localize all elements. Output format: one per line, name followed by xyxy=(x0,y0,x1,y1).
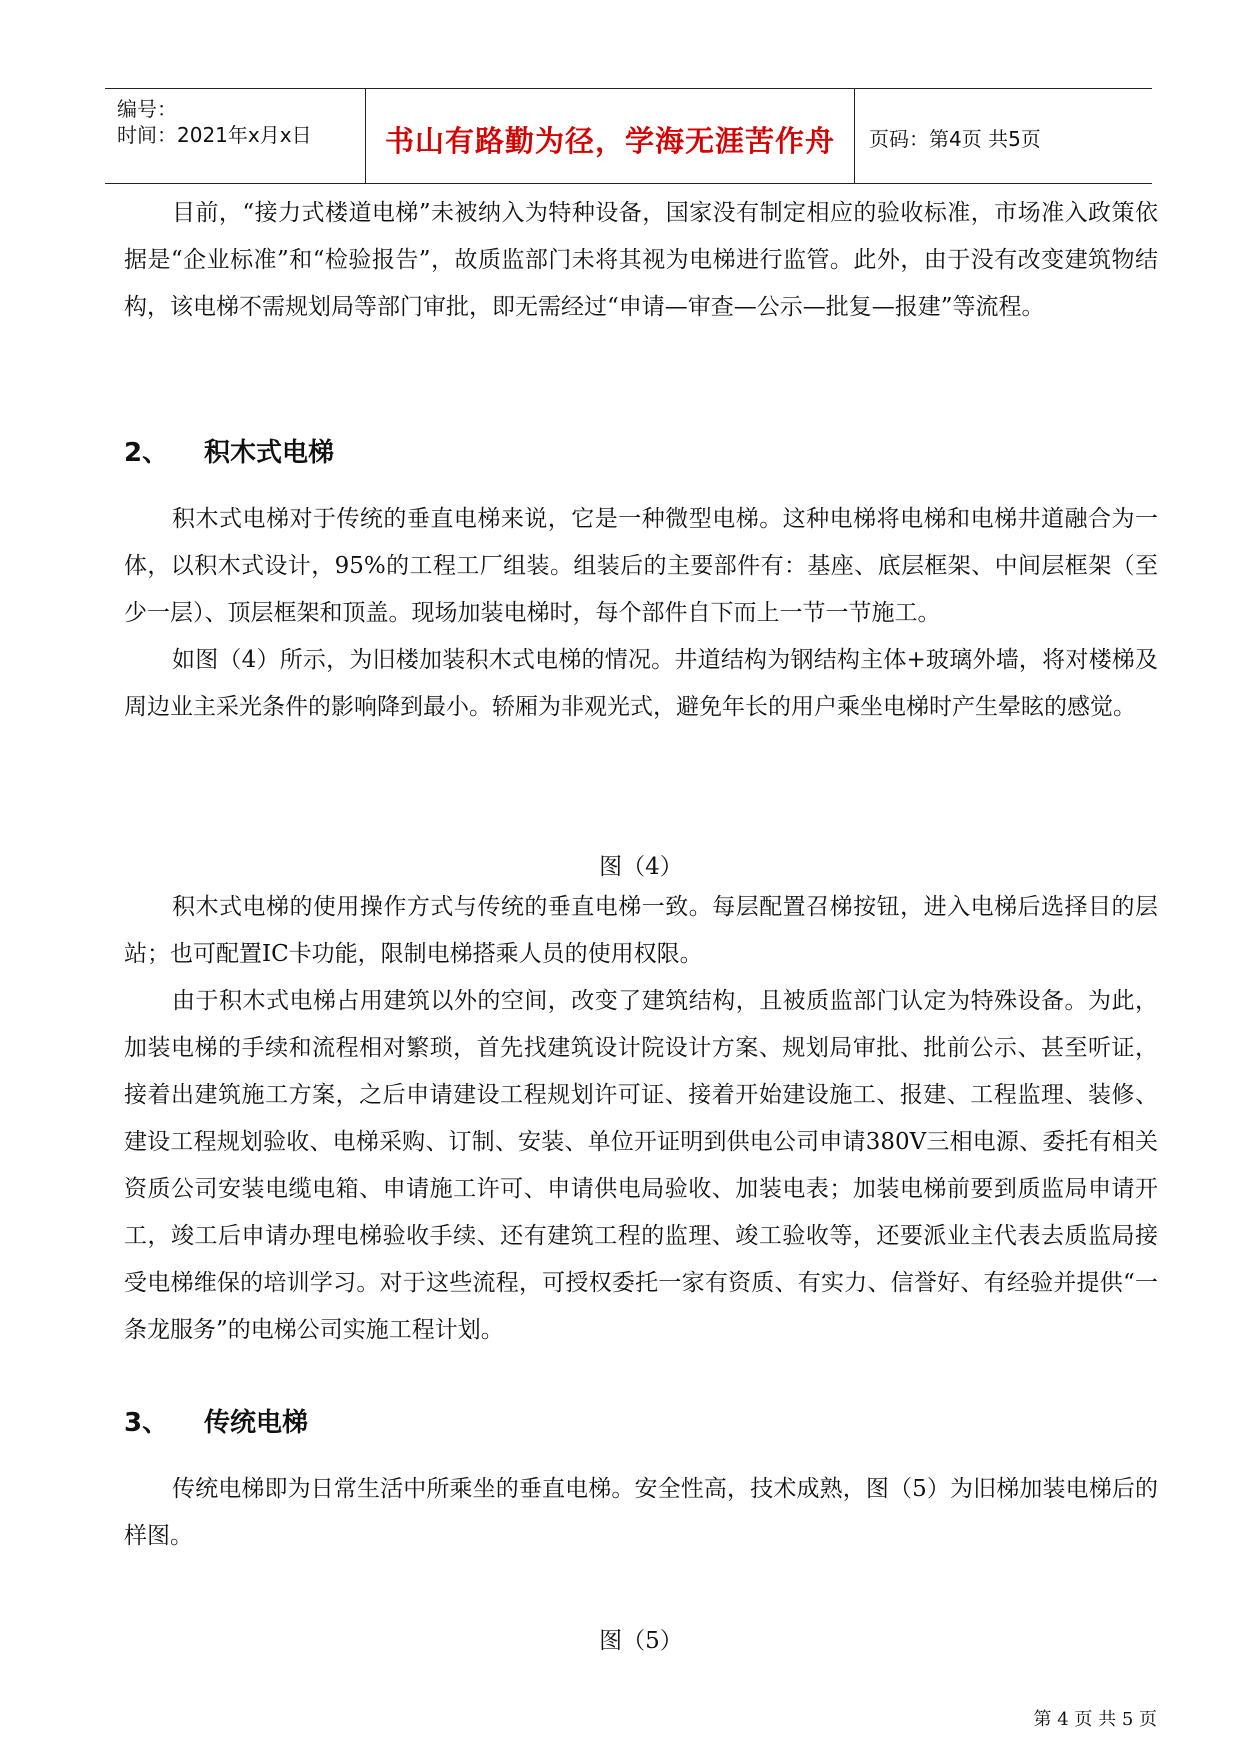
section-title: 积木式电梯 xyxy=(204,438,335,468)
paragraph-4: 积木式电梯的使用操作方式与传统的垂直电梯一致。每层配置召梯按钮，进入电梯后选择目的层站；也可配置IC卡功能，限制电梯搭乘人员的使用权限。 xyxy=(124,894,1158,967)
paragraph-6: 传统电梯即为日常生活中所乘坐的垂直电梯。安全性高，技术成熟，图（5）为旧梯加装电梯后的样图。 xyxy=(124,1476,1158,1549)
page-footer: 第 4 页 共 5 页 xyxy=(1033,1709,1157,1730)
document-time-label: 时间：2021年x月x日 xyxy=(117,123,312,147)
section-heading-2 xyxy=(124,432,334,469)
document-number-label: 编号： xyxy=(117,97,177,121)
section-title: 传统电梯 xyxy=(204,1408,309,1438)
section-number: 3、 xyxy=(124,1408,169,1438)
figure-4-caption: 图（4） xyxy=(599,854,683,880)
paragraph-2: 积木式电梯对于传统的垂直电梯来说，它是一种微型电梯。这种电梯将电梯和电梯井道融合为一体，以积木式设计，95%的工程工厂组装。组装后的主要部件有：基座、底层框架、中间层框架（至少一层）、顶层框架和顶盖。现场加装电梯时，每个部件自下而上一节一节施工。 xyxy=(124,506,1158,626)
figure-5-caption: 图（5） xyxy=(599,1628,683,1654)
header-middle-cell xyxy=(366,89,855,183)
paragraph-5: 由于积木式电梯占用建筑以外的空间，改变了建筑结构，且被质监部门认定为特殊设备。为此，加装电梯的手续和流程相对繁琐，首先找建筑设计院设计方案、规划局审批、批前公示、甚至听证，接着出建筑施工方案，之后申请建设工程规划许可证、接着开始建设施工、报建、工程监理、装修、建设工程规划验收、电梯采购、订制、安装、单位开证明到供电公司申请380V三相电源、委托有相关资质公司安装电缆电箱、申请施工许可、申请供电局验收、加装电表；加装电梯前要到质监局申请开工，竣工后申请办理电梯验收手续、还有建筑工程的监理、竣工验收等，还要派业主代表去质监局接受电梯维保的培训学习。对于这些流程，可授权委托一家有资质、有实力、信誉好、有经验并提供“一条龙服务”的电梯公司实施工程计划。 xyxy=(124,988,1158,1343)
header-page-label: 页码：第4页 共5页 xyxy=(869,127,1041,151)
paragraph-1: 目前，“接力式楼道电梯”未被纳入为特种设备，国家没有制定相应的验收标准，市场准入政策依据是“企业标准”和“检验报告”，故质监部门未将其视为电梯进行监管。此外，由于没有改变建筑物结构，该电梯不需规划局等部门审批，即无需经过“申请—审查—公示—批复—报建”等流程。 xyxy=(124,200,1158,320)
section-heading-3 xyxy=(124,1402,308,1439)
header-left-cell xyxy=(105,89,366,183)
section-number: 2、 xyxy=(124,438,169,468)
page-header xyxy=(105,88,1152,184)
header-right-cell xyxy=(855,89,1152,183)
paragraph-3: 如图（4）所示，为旧楼加装积木式电梯的情况。井道结构为钢结构主体+玻璃外墙，将对楼梯及周边业主采光条件的影响降到最小。轿厢为非观光式，避免年长的用户乘坐电梯时产生晕眩的感觉。 xyxy=(124,647,1158,720)
header-motto: 书山有路勤为径，学海无涯苦作舟 xyxy=(384,124,835,158)
